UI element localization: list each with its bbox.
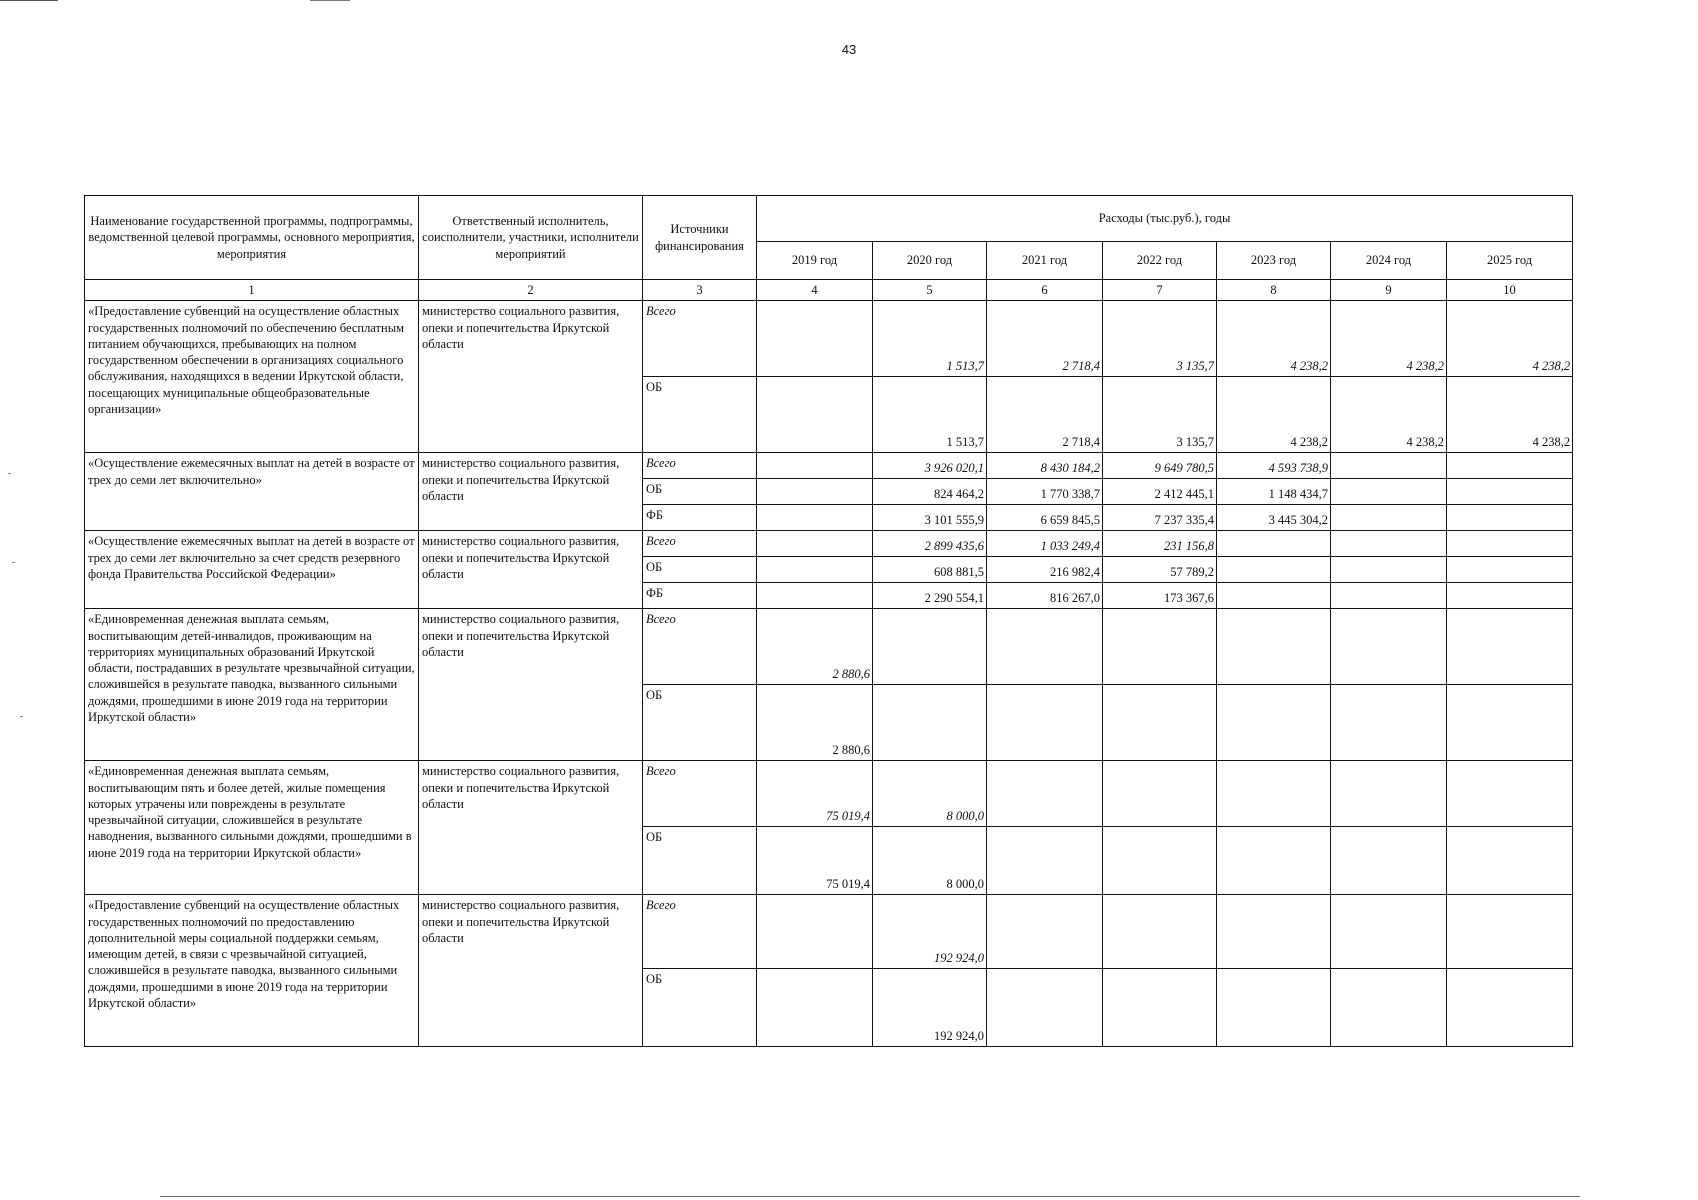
header-program-name: Наименование государственной программы, подпрограммы, ведомственной целевой программы, основного мероприятия, мероприятия	[85, 196, 419, 280]
expense-value: 824 464,2	[873, 479, 987, 505]
expense-value	[1331, 453, 1447, 479]
column-number: 1	[85, 280, 419, 301]
expense-value: 231 156,8	[1103, 531, 1217, 557]
expense-value	[1447, 969, 1573, 1047]
expense-value: 8 000,0	[873, 761, 987, 827]
expense-value: 2 412 445,1	[1103, 479, 1217, 505]
funding-source: Всего	[643, 895, 757, 969]
expense-value	[1447, 895, 1573, 969]
expense-value	[1103, 609, 1217, 685]
column-number: 3	[643, 280, 757, 301]
expense-value	[1331, 557, 1447, 583]
expense-value	[1217, 827, 1331, 895]
expense-value: 3 135,7	[1103, 301, 1217, 377]
header-year: 2020 год	[873, 242, 987, 280]
activity-name: «Предоставление субвенций на осуществление областных государственных полномочий по обеспечению бесплатным питанием обучающихся, пребывающих на полном государственном обеспечении в организациях социального обслуживания, находящихся в ведении Иркутской области, посещающих муниципальные общеобразовательные организации»	[85, 301, 419, 453]
header-funding-source: Источники финансирования	[643, 196, 757, 280]
expense-value	[1447, 827, 1573, 895]
expense-value: 3 101 555,9	[873, 505, 987, 531]
expense-value	[1217, 557, 1331, 583]
expense-value	[1331, 827, 1447, 895]
expense-value: 816 267,0	[987, 583, 1103, 609]
expense-value	[1217, 685, 1331, 761]
expense-value	[1103, 827, 1217, 895]
column-number: 5	[873, 280, 987, 301]
expense-value: 173 367,6	[1103, 583, 1217, 609]
expense-value	[1331, 969, 1447, 1047]
expense-value	[987, 827, 1103, 895]
expense-value: 4 238,2	[1331, 377, 1447, 453]
scan-artifact-line	[160, 1196, 1580, 1197]
expense-value: 4 238,2	[1331, 301, 1447, 377]
expense-value	[987, 761, 1103, 827]
expense-value: 1 148 434,7	[1217, 479, 1331, 505]
expense-value	[1447, 761, 1573, 827]
expense-value	[987, 609, 1103, 685]
scan-artifact-dot	[12, 562, 15, 563]
expense-value: 3 135,7	[1103, 377, 1217, 453]
expense-value: 75 019,4	[757, 761, 873, 827]
expense-value: 192 924,0	[873, 895, 987, 969]
table-row	[85, 609, 1573, 685]
expense-value	[1103, 761, 1217, 827]
expense-value	[1331, 531, 1447, 557]
header-executor: Ответственный исполнитель, соисполнители, участники, исполнители мероприятий	[419, 196, 643, 280]
expense-value	[1331, 583, 1447, 609]
column-number: 9	[1331, 280, 1447, 301]
expense-value: 216 982,4	[987, 557, 1103, 583]
activity-name: «Предоставление субвенций на осуществление областных государственных полномочий по предоставлению дополнительной меры социальной поддержки семьям, имеющим детей, в связи с чрезвычайной ситуацией, сложившейся в результате паводка, вызванного сильными дождями, прошедшими в июне 2019 года на территории Иркутской области»	[85, 895, 419, 1047]
expense-value	[1447, 505, 1573, 531]
expense-value: 2 899 435,6	[873, 531, 987, 557]
expense-value: 9 649 780,5	[1103, 453, 1217, 479]
header-year: 2019 год	[757, 242, 873, 280]
expense-value	[1447, 557, 1573, 583]
column-number: 4	[757, 280, 873, 301]
expense-value: 1 513,7	[873, 301, 987, 377]
expense-value: 3 445 304,2	[1217, 505, 1331, 531]
expense-value	[757, 377, 873, 453]
scan-artifact-dot	[8, 473, 11, 474]
funding-source: ФБ	[643, 583, 757, 609]
expense-value	[1103, 969, 1217, 1047]
expense-value: 2 718,4	[987, 377, 1103, 453]
expense-value	[1217, 583, 1331, 609]
expense-value	[757, 505, 873, 531]
header-year: 2021 год	[987, 242, 1103, 280]
expense-value	[987, 685, 1103, 761]
expense-value	[1103, 685, 1217, 761]
expense-value: 4 238,2	[1447, 377, 1573, 453]
header-year: 2025 год	[1447, 242, 1573, 280]
column-number: 6	[987, 280, 1103, 301]
expense-value	[873, 685, 987, 761]
expense-value	[1217, 761, 1331, 827]
budget-table	[84, 195, 1573, 1047]
header-year: 2023 год	[1217, 242, 1331, 280]
expense-value: 2 880,6	[757, 609, 873, 685]
expense-value: 57 789,2	[1103, 557, 1217, 583]
expense-value	[1447, 609, 1573, 685]
column-number: 2	[419, 280, 643, 301]
expense-value: 3 926 020,1	[873, 453, 987, 479]
expense-value	[757, 557, 873, 583]
expense-value	[757, 479, 873, 505]
responsible-executor: министерство социального развития, опеки и попечительства Иркутской области	[419, 301, 643, 453]
expense-value	[1331, 479, 1447, 505]
expense-value: 7 237 335,4	[1103, 505, 1217, 531]
expense-value: 608 881,5	[873, 557, 987, 583]
expense-value	[1217, 609, 1331, 685]
funding-source: ОБ	[643, 969, 757, 1047]
responsible-executor: министерство социального развития, опеки и попечительства Иркутской области	[419, 761, 643, 895]
funding-source: Всего	[643, 531, 757, 557]
responsible-executor: министерство социального развития, опеки и попечительства Иркутской области	[419, 453, 643, 531]
expense-value	[757, 895, 873, 969]
scan-artifact-line	[0, 0, 58, 1]
expense-value	[1331, 761, 1447, 827]
expense-value	[987, 895, 1103, 969]
responsible-executor: министерство социального развития, опеки и попечительства Иркутской области	[419, 531, 643, 609]
funding-source: ФБ	[643, 505, 757, 531]
funding-source: ОБ	[643, 479, 757, 505]
funding-source: ОБ	[643, 377, 757, 453]
table-row	[85, 761, 1573, 827]
expense-value: 8 430 184,2	[987, 453, 1103, 479]
column-number: 8	[1217, 280, 1331, 301]
expense-value	[757, 969, 873, 1047]
expense-value	[987, 969, 1103, 1047]
expense-value	[1447, 583, 1573, 609]
header-year: 2022 год	[1103, 242, 1217, 280]
scan-artifact-dot	[20, 716, 23, 717]
expense-value	[1217, 969, 1331, 1047]
expense-value: 192 924,0	[873, 969, 987, 1047]
funding-source: Всего	[643, 609, 757, 685]
expense-value: 2 718,4	[987, 301, 1103, 377]
expense-value: 2 290 554,1	[873, 583, 987, 609]
expense-value	[757, 531, 873, 557]
table-row	[85, 531, 1573, 557]
activity-name: «Единовременная денежная выплата семьям, воспитывающим пять и более детей, жилые помещения которых утрачены или повреждены в результате чрезвычайной ситуации, сложившейся в результате наводнения, вызванного сильными дождями, прошедшими в июне 2019 года на территории Иркутской области»	[85, 761, 419, 895]
funding-source: Всего	[643, 761, 757, 827]
expense-value	[1447, 479, 1573, 505]
responsible-executor: министерство социального развития, опеки и попечительства Иркутской области	[419, 609, 643, 761]
expense-value: 4 238,2	[1217, 301, 1331, 377]
expense-value: 75 019,4	[757, 827, 873, 895]
scan-artifact-line	[310, 0, 350, 1]
expense-value	[1331, 685, 1447, 761]
funding-source: Всего	[643, 301, 757, 377]
funding-source: ОБ	[643, 685, 757, 761]
column-number: 10	[1447, 280, 1573, 301]
expense-value: 1 513,7	[873, 377, 987, 453]
activity-name: «Единовременная денежная выплата семьям, воспитывающим детей-инвалидов, проживающим на территориях муниципальных образований Иркутской области, пострадавших в результате чрезвычайной ситуации, сложившейся в результате паводка, вызванного сильными дождями, прошедшими в июне 2019 года на территории Иркутской области»	[85, 609, 419, 761]
expense-value	[757, 453, 873, 479]
expense-value	[1447, 685, 1573, 761]
expense-value	[1447, 531, 1573, 557]
column-number: 7	[1103, 280, 1217, 301]
activity-name: «Осуществление ежемесячных выплат на детей в возрасте от трех до семи лет включительно за счет средств резервного фонда Правительства Российской Федерации»	[85, 531, 419, 609]
expense-value	[1331, 609, 1447, 685]
expense-value: 4 593 738,9	[1217, 453, 1331, 479]
expense-value	[1331, 505, 1447, 531]
page-number: 43	[841, 42, 857, 57]
funding-source: ОБ	[643, 557, 757, 583]
expense-value	[1447, 453, 1573, 479]
table-row	[85, 895, 1573, 969]
expense-value	[873, 609, 987, 685]
expense-value	[1103, 895, 1217, 969]
header-expenses: Расходы (тыс.руб.), годы	[757, 196, 1573, 242]
table-row	[85, 453, 1573, 479]
responsible-executor: министерство социального развития, опеки и попечительства Иркутской области	[419, 895, 643, 1047]
expense-value	[1331, 895, 1447, 969]
expense-value	[757, 301, 873, 377]
expense-value: 1 770 338,7	[987, 479, 1103, 505]
activity-name: «Осуществление ежемесячных выплат на детей в возрасте от трех до семи лет включительно»	[85, 453, 419, 531]
expense-value	[757, 583, 873, 609]
funding-source: ОБ	[643, 827, 757, 895]
header-year: 2024 год	[1331, 242, 1447, 280]
expense-value: 6 659 845,5	[987, 505, 1103, 531]
funding-source: Всего	[643, 453, 757, 479]
expense-value: 1 033 249,4	[987, 531, 1103, 557]
expense-value: 4 238,2	[1447, 301, 1573, 377]
table-row	[85, 301, 1573, 377]
expense-value: 4 238,2	[1217, 377, 1331, 453]
expense-value: 8 000,0	[873, 827, 987, 895]
expense-value: 2 880,6	[757, 685, 873, 761]
expense-value	[1217, 895, 1331, 969]
expense-value	[1217, 531, 1331, 557]
